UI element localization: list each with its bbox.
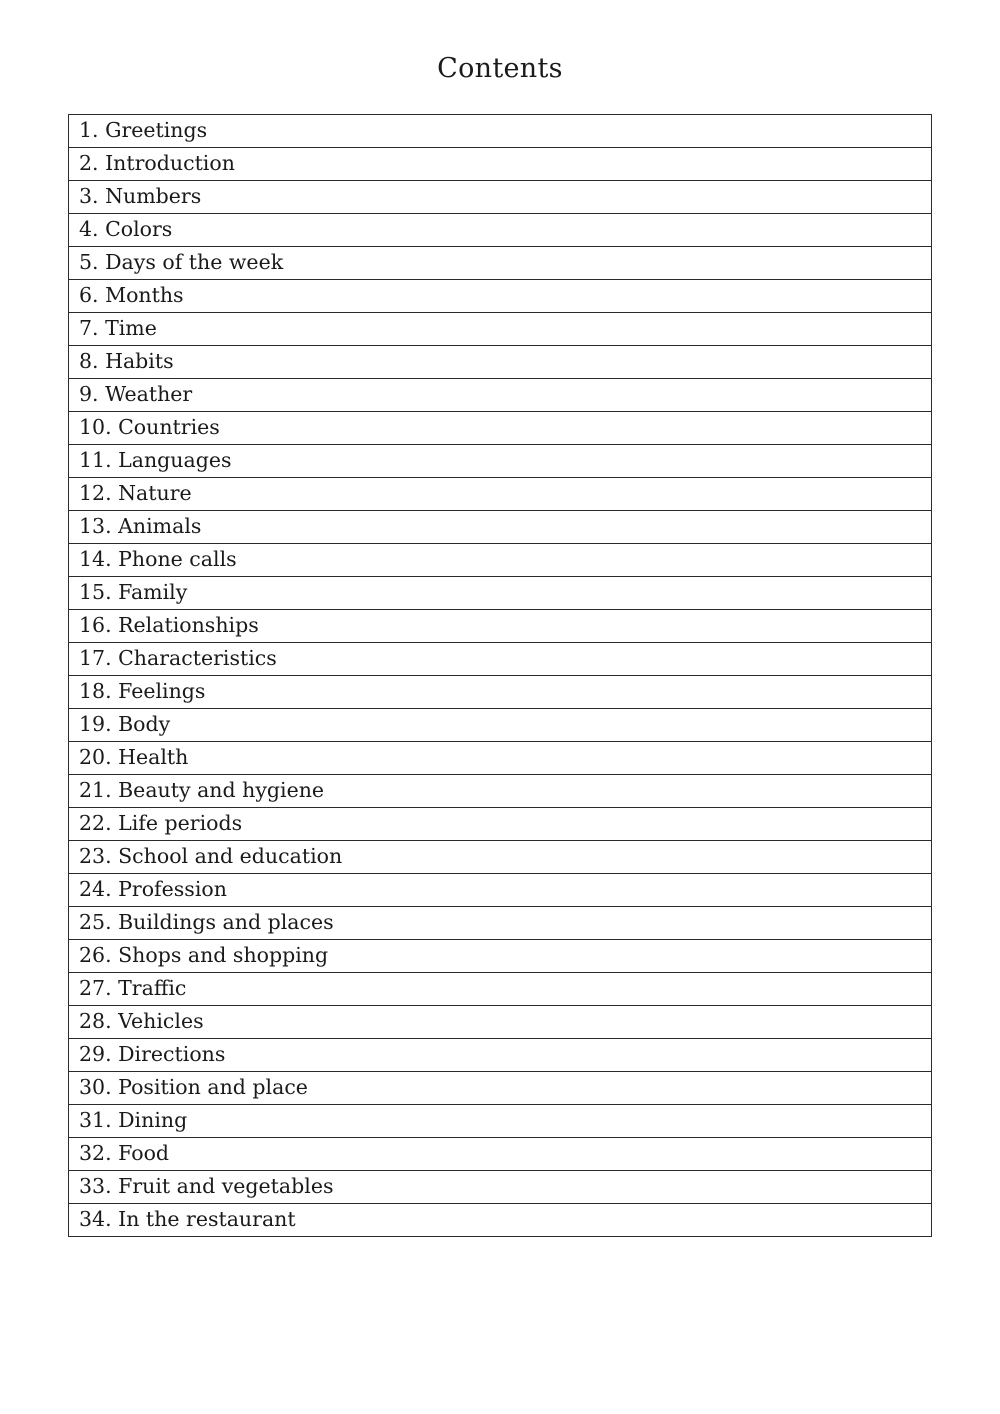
contents-table-body (69, 115, 932, 1237)
contents-entry[interactable]: 1. Greetings (69, 115, 932, 148)
table-row (69, 841, 932, 874)
table-row (69, 1171, 932, 1204)
table-row (69, 346, 932, 379)
contents-entry[interactable]: 19. Body (69, 709, 932, 742)
contents-entry[interactable]: 5. Days of the week (69, 247, 932, 280)
table-row (69, 1105, 932, 1138)
contents-entry[interactable]: 20. Health (69, 742, 932, 775)
table-row (69, 742, 932, 775)
table-row (69, 709, 932, 742)
table-row (69, 940, 932, 973)
contents-entry[interactable]: 3. Numbers (69, 181, 932, 214)
table-row (69, 115, 932, 148)
table-row (69, 808, 932, 841)
contents-entry[interactable]: 25. Buildings and places (69, 907, 932, 940)
contents-entry[interactable]: 18. Feelings (69, 676, 932, 709)
contents-entry[interactable]: 34. In the restaurant (69, 1204, 932, 1237)
contents-entry[interactable]: 28. Vehicles (69, 1006, 932, 1039)
contents-entry[interactable]: 30. Position and place (69, 1072, 932, 1105)
table-row (69, 214, 932, 247)
contents-entry[interactable]: 32. Food (69, 1138, 932, 1171)
contents-entry[interactable]: 14. Phone calls (69, 544, 932, 577)
table-row (69, 907, 932, 940)
contents-entry[interactable]: 16. Relationships (69, 610, 932, 643)
table-row (69, 973, 932, 1006)
contents-entry[interactable]: 9. Weather (69, 379, 932, 412)
contents-entry[interactable]: 26. Shops and shopping (69, 940, 932, 973)
table-row (69, 610, 932, 643)
contents-entry[interactable]: 13. Animals (69, 511, 932, 544)
contents-entry[interactable]: 31. Dining (69, 1105, 932, 1138)
table-row (69, 577, 932, 610)
table-row (69, 1204, 932, 1237)
table-row (69, 676, 932, 709)
table-row (69, 1072, 932, 1105)
contents-entry[interactable]: 29. Directions (69, 1039, 932, 1072)
table-row (69, 181, 932, 214)
table-row (69, 1006, 932, 1039)
contents-entry[interactable]: 8. Habits (69, 346, 932, 379)
table-row (69, 775, 932, 808)
table-row (69, 874, 932, 907)
table-row (69, 379, 932, 412)
contents-entry[interactable]: 4. Colors (69, 214, 932, 247)
table-row (69, 643, 932, 676)
table-row (69, 1039, 932, 1072)
contents-entry[interactable]: 24. Profession (69, 874, 932, 907)
contents-entry[interactable]: 21. Beauty and hygiene (69, 775, 932, 808)
contents-entry[interactable]: 7. Time (69, 313, 932, 346)
contents-entry[interactable]: 33. Fruit and vegetables (69, 1171, 932, 1204)
contents-entry[interactable]: 17. Characteristics (69, 643, 932, 676)
table-row (69, 148, 932, 181)
table-row (69, 412, 932, 445)
contents-table (68, 114, 932, 1237)
table-row (69, 1138, 932, 1171)
table-row (69, 478, 932, 511)
contents-entry[interactable]: 11. Languages (69, 445, 932, 478)
table-row (69, 280, 932, 313)
table-row (69, 511, 932, 544)
table-row (69, 445, 932, 478)
page-title: Contents (437, 53, 563, 84)
contents-entry[interactable]: 27. Traffic (69, 973, 932, 1006)
contents-entry[interactable]: 10. Countries (69, 412, 932, 445)
contents-entry[interactable]: 2. Introduction (69, 148, 932, 181)
contents-entry[interactable]: 12. Nature (69, 478, 932, 511)
contents-entry[interactable]: 15. Family (69, 577, 932, 610)
table-row (69, 544, 932, 577)
contents-entry[interactable]: 6. Months (69, 280, 932, 313)
table-row (69, 313, 932, 346)
contents-entry[interactable]: 23. School and education (69, 841, 932, 874)
contents-entry[interactable]: 22. Life periods (69, 808, 932, 841)
table-row (69, 247, 932, 280)
